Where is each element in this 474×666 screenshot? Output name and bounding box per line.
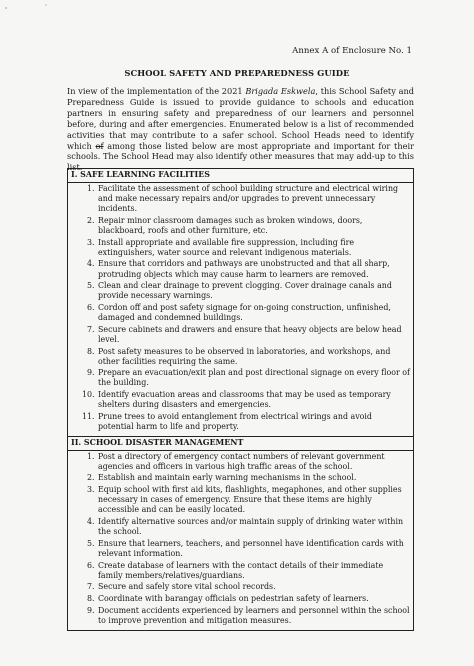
list-item: 3. Install appropriate and available fire suppression, including fire extinguishers, water source and relevant indigenous materials. [97,238,410,258]
document-title: SCHOOL SAFETY AND PREPAREDNESS GUIDE [124,68,350,78]
list-item: 9. Document accidents experienced by learners and personnel within the school to improve prevention and mitigation measures. [97,606,410,626]
list-item: 1. Facilitate the assessment of school building structure and electrical wiring and make necessary repairs and/or upgrades to prevent unnecessary incidents. [97,184,410,214]
list-item: 8. Post safety measures to be observed in laboratories, and workshops, and other facilities requiring the same. [97,347,410,367]
list-item: 2. Repair minor classroom damages such as broken windows, doors, blackboard, roofs and other furniture, etc. [97,216,410,236]
list-item: 10. Identify evacuation areas and classrooms that may be used as temporary shelters during disasters and emergencies. [97,390,410,410]
section-heading-row [68,169,414,183]
scan-speck [45,4,47,6]
list-item: 4. Identify alternative sources and/or maintain supply of drinking water within the school. [97,517,410,537]
list-item: 8. Coordinate with barangay officials on pedestrian safety of learners. [97,594,410,604]
list-item: 7. Secure cabinets and drawers and ensure that heavy objects are below head level. [97,325,410,345]
list-item: 2. Establish and maintain early warning mechanisms in the school. [97,473,410,483]
intro-text-2: , this School Safety and Preparedness Guide is issued to provide guidance to schools and education partners in ensuring safety and preparedness of our learners and personnel before, during and after emergencies. Enumerated below is a list of recommended activities that may contribute to a safer school. School Heads need to identify which [67,86,414,151]
disaster-management-list [71,452,410,626]
list-item: 7. Secure and safely store vital school records. [97,582,410,592]
intro-italic-term: Brigada Eskwela [245,86,316,96]
intro-text-1: In view of the implementation of the 2021 [67,86,246,96]
list-item: 6. Cordon off and post safety signage for on-going construction, unfinished, damaged and condemned buildings. [97,303,410,323]
intro-paragraph [67,86,414,173]
section-body [68,183,414,437]
list-item: 1. Post a directory of emergency contact numbers of relevant government agencies and officers in various high traffic areas of the school. [97,452,410,472]
section-heading: I. SAFE LEARNING FACILITIES [68,169,414,183]
safe-facilities-list [71,184,410,432]
list-item: 3. Equip school with first aid kits, flashlights, megaphones, and other supplies necessary in cases of emergency. Ensure that these items are highly accessible and can be easily located. [97,485,410,515]
intro-text-3: among those listed below are most appropriate and important for their schools. The School Head may also identify other measures that may add-up to this list. [67,140,414,173]
intro-struck-word: of [95,140,104,151]
section-heading-row [68,436,414,450]
list-item: 11. Prune trees to avoid entanglement from electrical wirings and avoid potential harm to life and property. [97,412,410,432]
list-item: 5. Ensure that learners, teachers, and personnel have identification cards with relevant information. [97,539,410,559]
section-body-row [68,183,414,437]
list-item: 5. Clean and clear drainage to prevent clogging. Cover drainage canals and provide necessary warnings. [97,281,410,301]
list-item: 4. Ensure that corridors and pathways are unobstructed and that all sharp, protruding objects which may cause harm to learners are removed. [97,259,410,279]
list-item: 6. Create database of learners with the contact details of their immediate family members/relatives/guardians. [97,561,410,581]
section-body [68,450,414,630]
scan-speck [5,7,7,9]
guide-table [67,168,414,631]
list-item: 9. Prepare an evacuation/exit plan and post directional signage on every floor of the building. [97,368,410,388]
annex-label: Annex A of Enclosure No. 1 [292,46,412,56]
section-heading: II. SCHOOL DISASTER MANAGEMENT [68,436,414,450]
section-body-row [68,450,414,630]
